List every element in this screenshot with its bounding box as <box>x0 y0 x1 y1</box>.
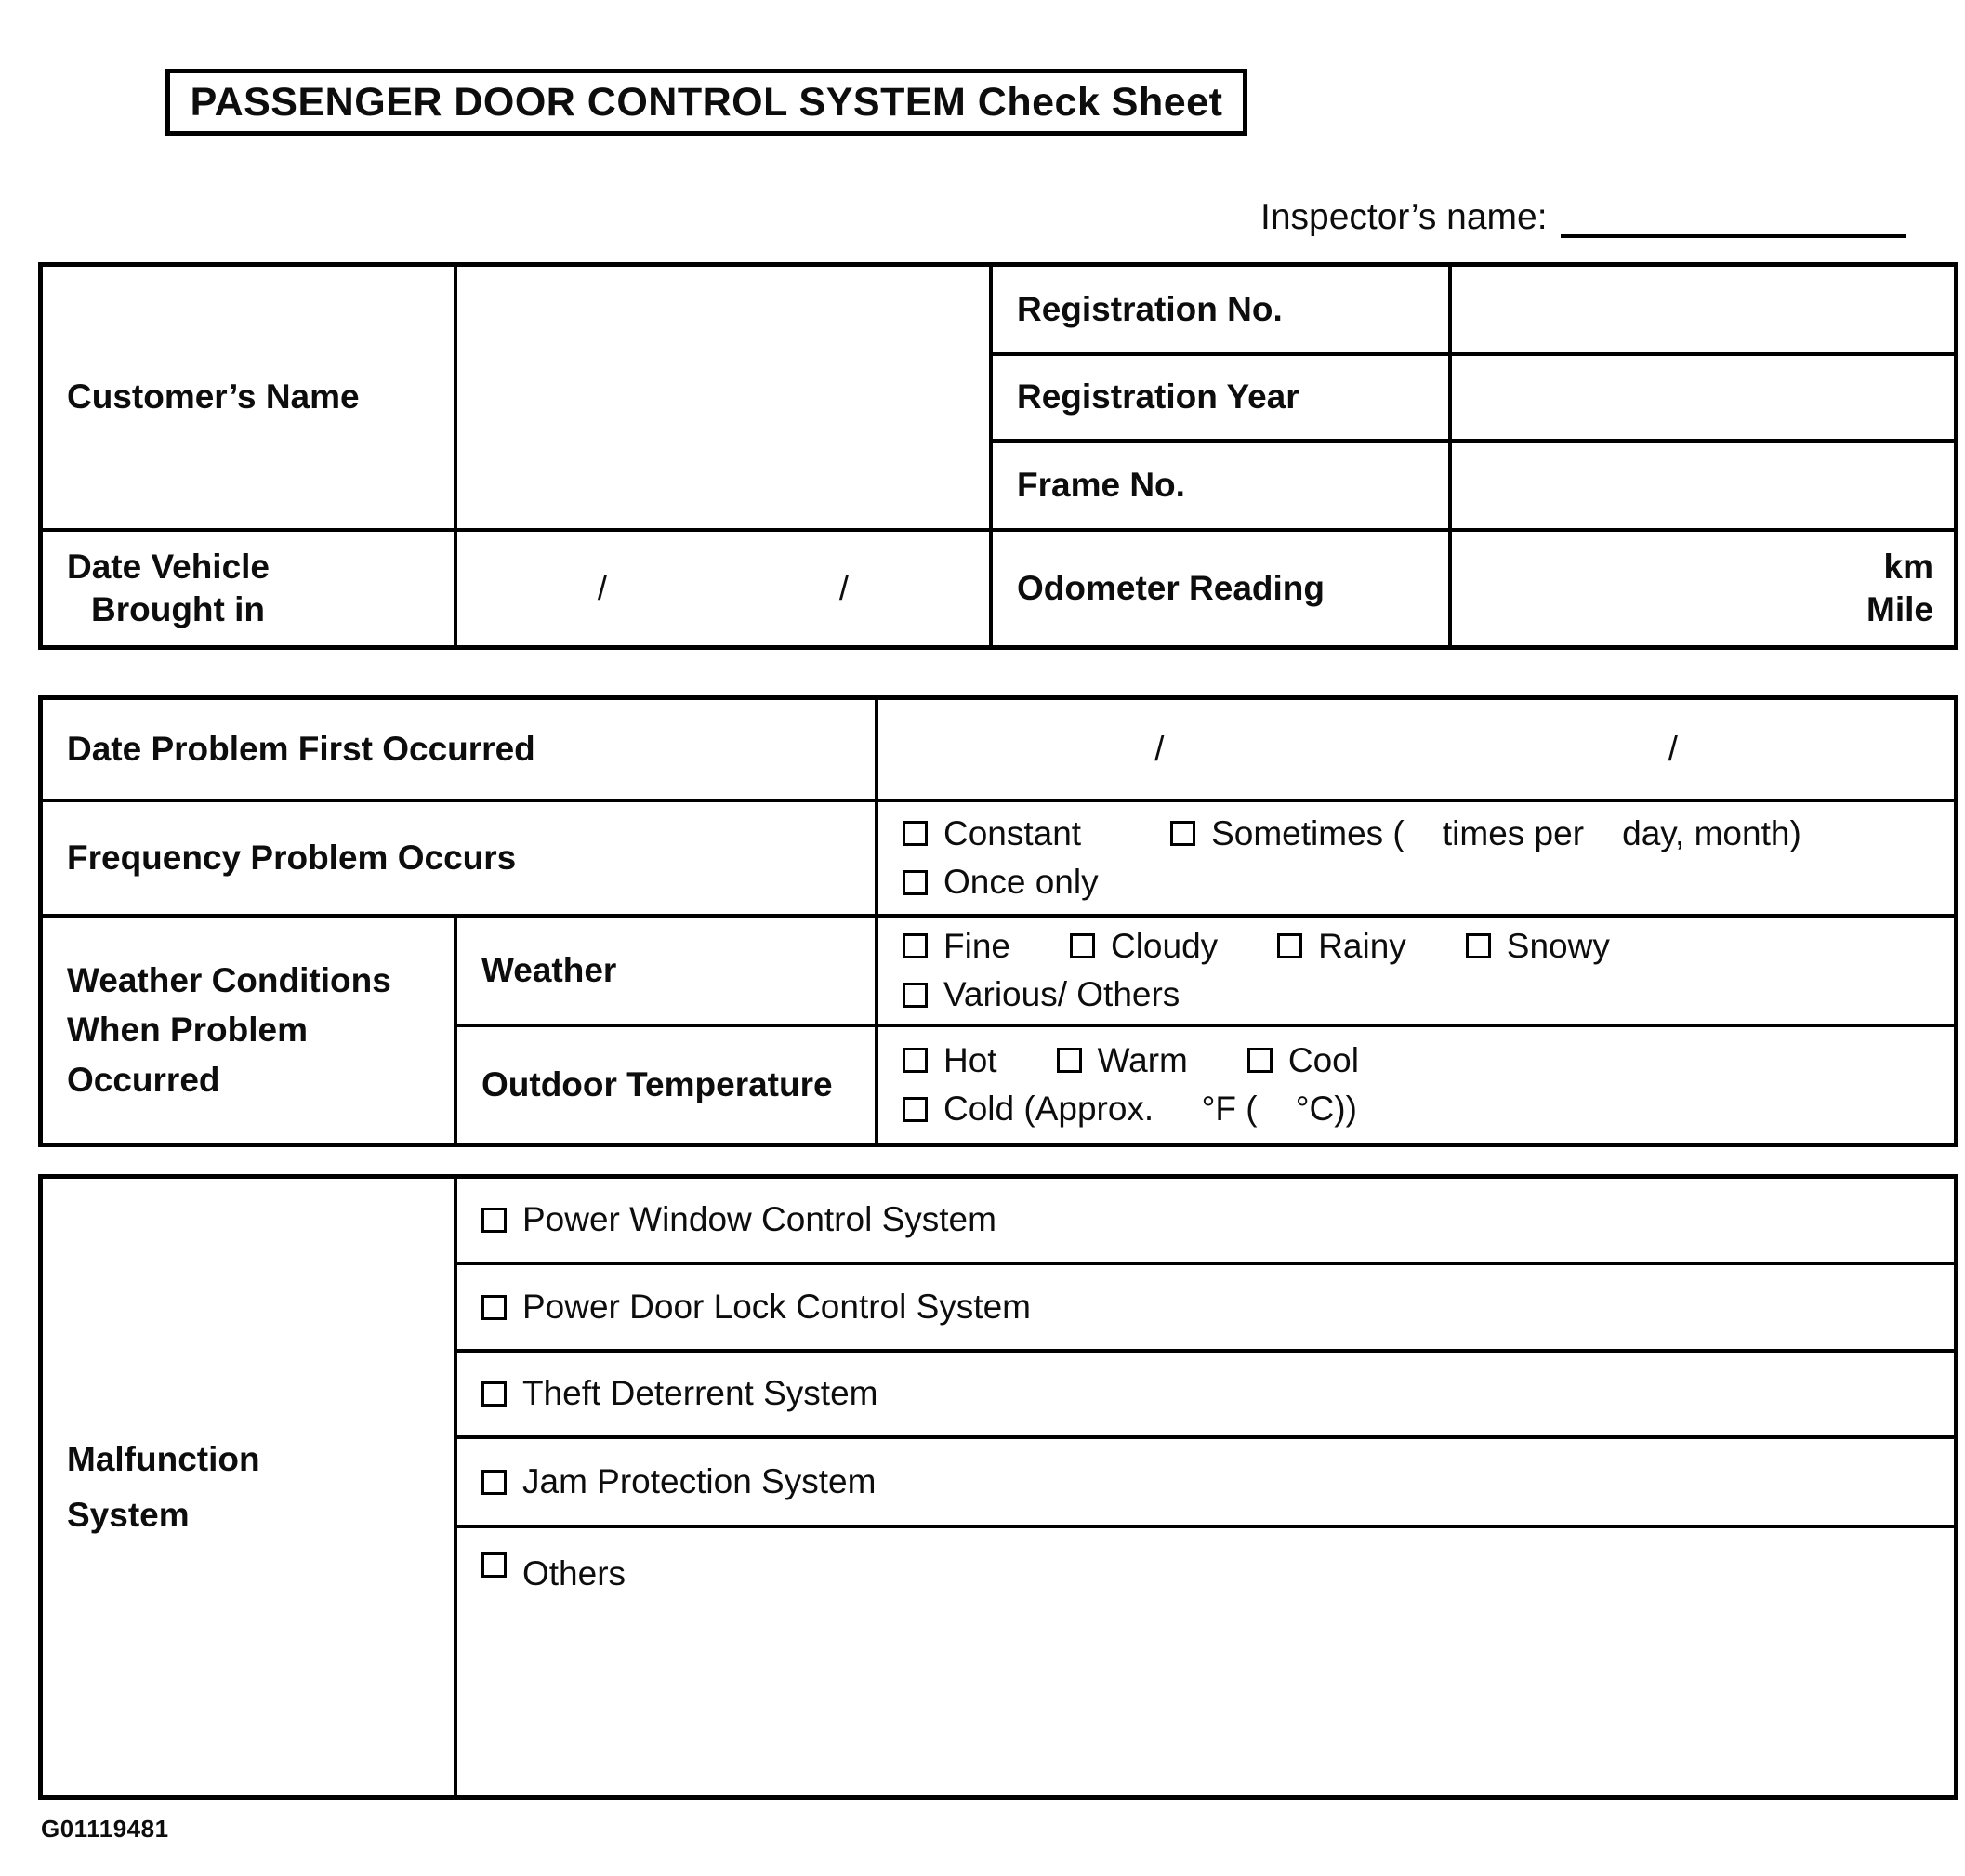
checkbox-icon[interactable] <box>481 1470 507 1495</box>
weather-option-rainy[interactable] <box>1277 925 1406 968</box>
option-label: Theft Deterrent System <box>522 1374 878 1413</box>
weather-options <box>878 918 1954 1027</box>
checkbox-icon[interactable] <box>1247 1048 1273 1073</box>
date-vehicle-label-line1: Date Vehicle <box>67 547 270 586</box>
malfunction-label-line1: Malfunction <box>67 1439 260 1478</box>
outdoor-temperature-label <box>457 1027 878 1143</box>
checkbox-icon[interactable] <box>903 983 928 1008</box>
malfunction-option-power-window[interactable] <box>457 1179 1954 1265</box>
malfunction-option-theft-deterrent[interactable] <box>457 1353 1954 1439</box>
outdoor-temperature-options <box>878 1027 1954 1143</box>
unit-km-label: km <box>1883 547 1933 586</box>
checkbox-icon[interactable] <box>903 1097 928 1122</box>
weather-conditions-label <box>43 918 457 1143</box>
form-title: PASSENGER DOOR CONTROL SYSTEM Check Sheet <box>190 79 1223 125</box>
option-label: Power Window Control System <box>522 1200 996 1239</box>
registration-no-input[interactable] <box>1452 267 1954 356</box>
checkbox-icon[interactable] <box>903 821 928 846</box>
option-label: Once only <box>943 863 1099 901</box>
option-label: Fine <box>943 926 1010 965</box>
date-problem-first-occurred-label <box>43 700 878 802</box>
inspector-name-label: Inspector’s name: <box>1260 197 1548 237</box>
date-problem-label-text: Date Problem First Occurred <box>67 729 535 768</box>
option-label: Constant <box>943 813 1082 852</box>
frequency-option-sometimes[interactable] <box>1170 812 1801 855</box>
customer-name-input[interactable] <box>457 267 993 532</box>
weather-conditions-label-line3: Occurred <box>67 1060 220 1099</box>
date-problem-first-occurred-input[interactable] <box>878 700 1954 802</box>
checkbox-icon[interactable] <box>903 933 928 958</box>
unit-mile-label: Mile <box>1866 590 1933 628</box>
customer-name-label-text: Customer’s Name <box>67 377 360 416</box>
malfunction-label-line2: System <box>67 1495 190 1534</box>
frequency-label-text: Frequency Problem Occurs <box>67 838 517 877</box>
vehicle-info-table <box>38 262 1958 650</box>
date-vehicle-brought-in-input[interactable] <box>457 532 993 645</box>
date-slash: / <box>1668 729 1678 768</box>
checkbox-icon[interactable] <box>481 1208 507 1233</box>
malfunction-option-power-door-lock[interactable] <box>457 1265 1954 1353</box>
weather-label-text: Weather <box>481 950 617 989</box>
checkbox-icon[interactable] <box>481 1552 507 1578</box>
registration-year-input[interactable] <box>1452 356 1954 443</box>
weather-option-fine[interactable] <box>903 925 1010 968</box>
option-label: Warm <box>1097 1040 1188 1079</box>
outdoor-temperature-label-text: Outdoor Temperature <box>481 1064 833 1103</box>
option-label: Cool <box>1287 1040 1359 1079</box>
checkbox-icon[interactable] <box>903 1048 928 1073</box>
weather-option-various-others[interactable] <box>903 973 1180 1016</box>
frequency-problem-occurs-label <box>43 802 878 918</box>
registration-year-label <box>993 356 1452 443</box>
malfunction-system-table <box>38 1174 1958 1800</box>
checkbox-icon[interactable] <box>903 870 928 895</box>
weather-label <box>457 918 878 1027</box>
checkbox-icon[interactable] <box>1466 933 1491 958</box>
odometer-reading-label <box>993 532 1452 645</box>
option-label: Rainy <box>1318 926 1406 965</box>
option-label: Others <box>522 1554 626 1592</box>
odometer-reading-label-text: Odometer Reading <box>1017 568 1325 607</box>
checkbox-icon[interactable] <box>1070 933 1095 958</box>
malfunction-option-others[interactable] <box>457 1528 1954 1795</box>
checkbox-icon[interactable] <box>1277 933 1302 958</box>
malfunction-system-label <box>43 1179 457 1795</box>
registration-no-label-text: Registration No. <box>1017 289 1283 328</box>
date-slash: / <box>1154 729 1165 768</box>
date-slash: / <box>838 568 850 607</box>
frame-no-label-text: Frame No. <box>1017 465 1185 504</box>
date-vehicle-label-line2: Brought in <box>91 590 266 628</box>
frequency-option-constant[interactable] <box>903 812 1081 855</box>
customer-name-label <box>43 267 457 532</box>
option-label: Hot <box>943 1040 997 1079</box>
temperature-option-cold[interactable] <box>903 1088 1357 1130</box>
date-vehicle-brought-in-label <box>43 532 457 645</box>
weather-conditions-label-line1: Weather Conditions <box>67 960 391 999</box>
figure-code: G01119481 <box>41 1815 169 1843</box>
temperature-option-warm[interactable] <box>1057 1039 1188 1082</box>
malfunction-option-jam-protection[interactable] <box>457 1439 1954 1528</box>
weather-option-snowy[interactable] <box>1466 925 1610 968</box>
registration-no-label <box>993 267 1452 356</box>
temperature-option-hot[interactable] <box>903 1039 997 1082</box>
frequency-options <box>878 802 1954 918</box>
checkbox-icon[interactable] <box>1057 1048 1082 1073</box>
option-label: Various/ Others <box>943 975 1180 1013</box>
frame-no-input[interactable] <box>1452 443 1954 532</box>
option-label: Cloudy <box>1110 926 1219 965</box>
date-slash: / <box>597 568 608 607</box>
checkbox-icon[interactable] <box>481 1295 507 1320</box>
weather-conditions-label-line2: When Problem <box>67 1011 309 1050</box>
inspector-name-input[interactable] <box>1561 197 1906 238</box>
weather-option-cloudy[interactable] <box>1070 925 1218 968</box>
odometer-reading-input[interactable] <box>1452 532 1954 645</box>
option-label: Power Door Lock Control System <box>522 1287 1031 1326</box>
form-title-box <box>165 69 1247 136</box>
temperature-option-cool[interactable] <box>1247 1039 1359 1082</box>
option-label: Snowy <box>1506 926 1610 965</box>
option-label: Cold (Approx. °F ( °C)) <box>943 1090 1357 1128</box>
frame-no-label <box>993 443 1452 532</box>
inspector-name-row <box>1260 197 1906 238</box>
problem-details-table <box>38 695 1958 1147</box>
option-label: Jam Protection System <box>522 1461 877 1500</box>
checkbox-icon[interactable] <box>481 1381 507 1407</box>
registration-year-label-text: Registration Year <box>1017 377 1299 416</box>
option-label: Sometimes ( times per day, month) <box>1211 813 1801 852</box>
frequency-option-once-only[interactable] <box>903 861 1099 904</box>
checkbox-icon[interactable] <box>1170 821 1195 846</box>
